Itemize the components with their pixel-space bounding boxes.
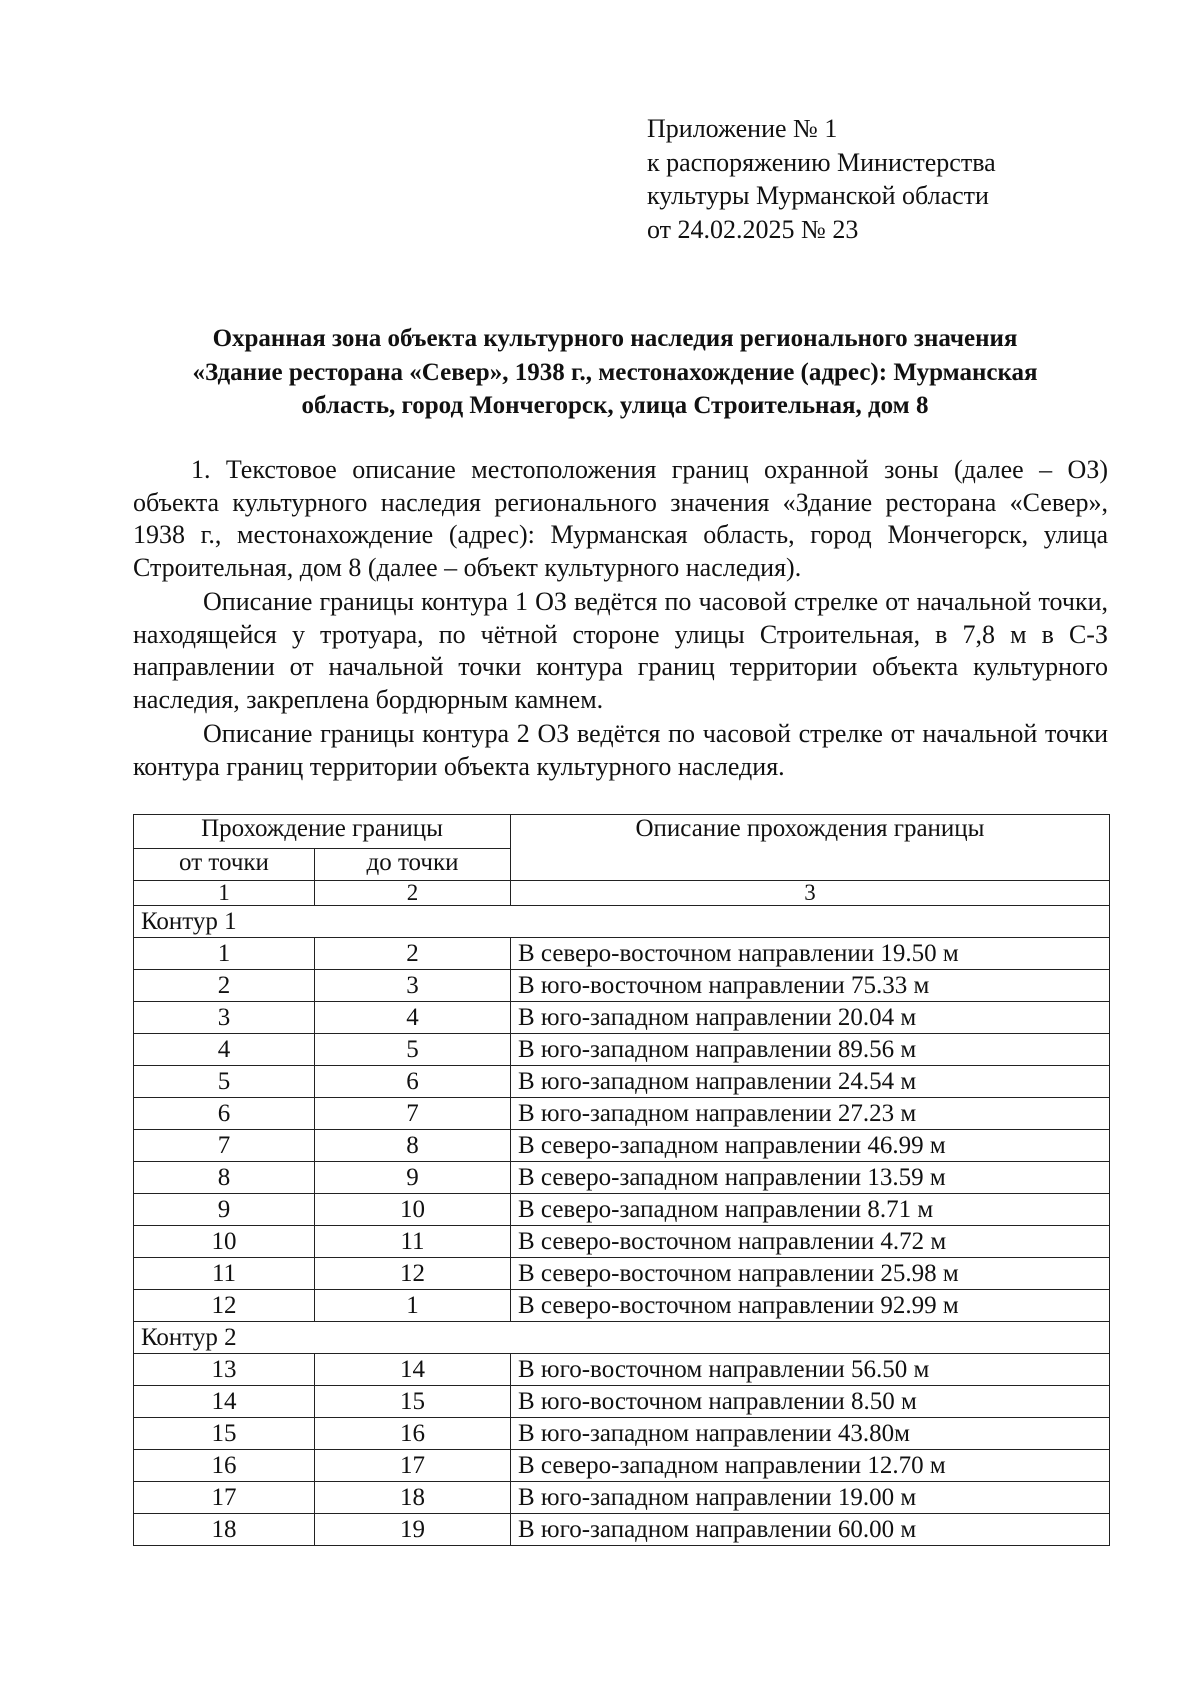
title-line: Охранная зона объекта культурного наследия регионального значения — [212, 325, 1018, 352]
description-cell: В юго-восточном направлении 8.50 м — [511, 1386, 1110, 1418]
from-point-cell: 12 — [134, 1290, 315, 1322]
contour-row — [134, 1322, 1110, 1354]
table-row — [134, 1066, 1110, 1098]
to-point-cell: 12 — [315, 1258, 511, 1290]
appendix-line: Приложение № 1 — [647, 114, 838, 143]
from-point-cell: 4 — [134, 1034, 315, 1066]
table-row — [134, 938, 1110, 970]
table-row — [134, 1226, 1110, 1258]
description-cell: В юго-восточном направлении 75.33 м — [511, 970, 1110, 1002]
from-point-cell: 5 — [134, 1066, 315, 1098]
from-point-cell: 14 — [134, 1386, 315, 1418]
table-row — [134, 1290, 1110, 1322]
table-row — [134, 1418, 1110, 1450]
from-point-cell: 16 — [134, 1450, 315, 1482]
description-cell: В северо-восточном направлении 92.99 м — [511, 1290, 1110, 1322]
table-row — [134, 1162, 1110, 1194]
from-point-cell: 2 — [134, 970, 315, 1002]
to-point-cell: 4 — [315, 1002, 511, 1034]
to-point-cell: 19 — [315, 1514, 511, 1546]
column-number: 3 — [511, 881, 1110, 906]
table-row — [134, 1002, 1110, 1034]
to-point-cell: 6 — [315, 1066, 511, 1098]
from-point-cell: 8 — [134, 1162, 315, 1194]
title-line: «Здание ресторана «Север», 1938 г., местонахождение (адрес): Мурманская — [192, 358, 1038, 386]
description-cell: В юго-западном направлении 20.04 м — [511, 1002, 1110, 1034]
header-description: Описание прохождения границы — [511, 815, 1110, 881]
from-point-cell: 11 — [134, 1258, 315, 1290]
table-row — [134, 1258, 1110, 1290]
paragraph-2: Описание границы контура 1 ОЗ ведётся по часовой стрелке от начальной точки, находящейся у тротуара, по чётной стороне улицы Строительная, в 7,8 м в С-З направлении от начальной точки контура границ территории объекта культурного наследия, закреплена бордюрным камнем. — [133, 587, 1108, 714]
description-cell: В юго-западном направлении 89.56 м — [511, 1034, 1110, 1066]
table-row — [134, 1386, 1110, 1418]
appendix-line: к распоряжению Министерства — [647, 147, 996, 177]
description-cell: В северо-западном направлении 13.59 м — [511, 1162, 1110, 1194]
to-point-cell: 17 — [315, 1450, 511, 1482]
table-row — [134, 1354, 1110, 1386]
from-point-cell: 18 — [134, 1514, 315, 1546]
description-cell: В северо-западном направлении 12.70 м — [511, 1450, 1110, 1482]
description-cell: В юго-западном направлении 43.80м — [511, 1418, 1110, 1450]
table-row — [134, 1034, 1110, 1066]
paragraph-3: Описание границы контура 2 ОЗ ведётся по часовой стрелке от начальной точки контура границ территории объекта культурного наследия. — [133, 719, 1108, 781]
from-point-cell: 15 — [134, 1418, 315, 1450]
contour-label: Контур 1 — [134, 906, 1110, 938]
from-point-cell: 7 — [134, 1130, 315, 1162]
boundary-table — [133, 814, 1110, 1546]
table-row — [134, 1098, 1110, 1130]
description-cell: В северо-восточном направлении 19.50 м — [511, 938, 1110, 970]
to-point-cell: 16 — [315, 1418, 511, 1450]
to-point-cell: 3 — [315, 970, 511, 1002]
paragraph-1: 1. Текстовое описание местоположения границ охранной зоны (далее – ОЗ) объекта культурного наследия регионального значения «Здание ресторана «Север», 1938 г., местонахождение (адрес): Мурманская область, город Мончегорск, улица Строительная, дом 8 (далее – объект культурного наследия). — [133, 455, 1108, 582]
appendix-reference — [647, 112, 996, 246]
description-cell: В северо-восточном направлении 25.98 м — [511, 1258, 1110, 1290]
table-row — [134, 1514, 1110, 1546]
from-point-cell: 13 — [134, 1354, 315, 1386]
description-cell: В юго-западном направлении 19.00 м — [511, 1482, 1110, 1514]
title-line: область, город Мончегорск, улица Строительная, дом 8 — [301, 392, 929, 419]
to-point-cell: 1 — [315, 1290, 511, 1322]
document-body — [133, 454, 1108, 785]
from-point-cell: 10 — [134, 1226, 315, 1258]
description-cell: В юго-западном направлении 60.00 м — [511, 1514, 1110, 1546]
document-title — [120, 322, 1110, 423]
description-cell: В юго-восточном направлении 56.50 м — [511, 1354, 1110, 1386]
to-point-cell: 9 — [315, 1162, 511, 1194]
column-number: 2 — [315, 881, 511, 906]
to-point-cell: 5 — [315, 1034, 511, 1066]
from-point-cell: 17 — [134, 1482, 315, 1514]
to-point-cell: 14 — [315, 1354, 511, 1386]
appendix-line: от 24.02.2025 № 23 — [647, 214, 859, 244]
to-point-cell: 18 — [315, 1482, 511, 1514]
to-point-cell: 8 — [315, 1130, 511, 1162]
header-from-point: от точки — [134, 849, 315, 881]
to-point-cell: 7 — [315, 1098, 511, 1130]
table-row — [134, 1194, 1110, 1226]
to-point-cell: 11 — [315, 1226, 511, 1258]
table-row — [134, 970, 1110, 1002]
from-point-cell: 3 — [134, 1002, 315, 1034]
header-to-point: до точки — [315, 849, 511, 881]
contour-label: Контур 2 — [134, 1322, 1110, 1354]
table-row — [134, 1130, 1110, 1162]
description-cell: В юго-западном направлении 27.23 м — [511, 1098, 1110, 1130]
boundary-table-body — [134, 906, 1110, 1546]
from-point-cell: 6 — [134, 1098, 315, 1130]
table-row — [134, 1450, 1110, 1482]
contour-row — [134, 906, 1110, 938]
table-row — [134, 1482, 1110, 1514]
column-number: 1 — [134, 881, 315, 906]
from-point-cell: 1 — [134, 938, 315, 970]
description-cell: В юго-западном направлении 24.54 м — [511, 1066, 1110, 1098]
to-point-cell: 2 — [315, 938, 511, 970]
to-point-cell: 10 — [315, 1194, 511, 1226]
from-point-cell: 9 — [134, 1194, 315, 1226]
description-cell: В северо-восточном направлении 4.72 м — [511, 1226, 1110, 1258]
appendix-line: культуры Мурманской области — [647, 181, 989, 210]
description-cell: В северо-западном направлении 8.71 м — [511, 1194, 1110, 1226]
header-boundary-passage: Прохождение границы — [134, 815, 511, 849]
description-cell: В северо-западном направлении 46.99 м — [511, 1130, 1110, 1162]
to-point-cell: 15 — [315, 1386, 511, 1418]
